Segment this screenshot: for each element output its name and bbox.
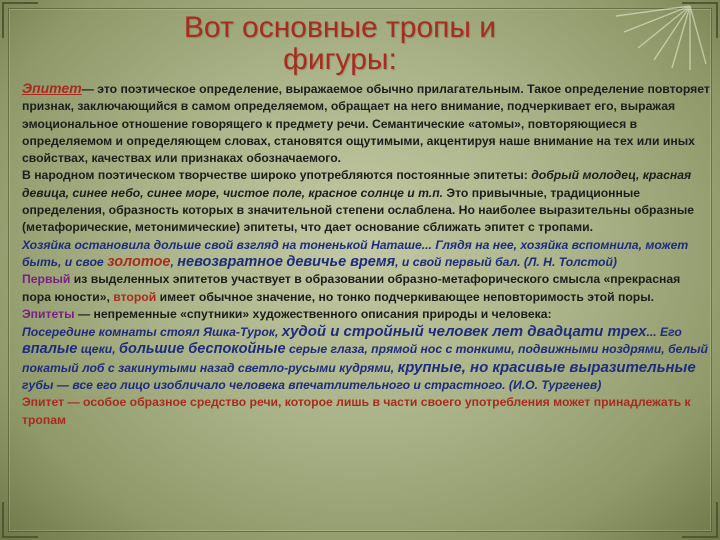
quote2-emph-h: крупные, но красивые выразительные <box>397 358 696 376</box>
word-second: второй <box>113 289 157 304</box>
folk-text-2: Это привычные, традиционные определения, образность которых в значительной степени ослаблена. Но наиболее выразительны образные (метафорические, метонимические) эпитеты, что дает основание сближать эпитет с тропами. <box>22 185 695 235</box>
quote1-text-a: Хозяйка остановила дольше свой взгляд на тоненькой Наташе... Глядя на нее, хозяйка вспомнила, может быть, и свое <box>22 237 689 269</box>
quote-turgenev <box>22 323 712 394</box>
definition-text: — это поэтическое определение, выражаемое обычно прилагательным. Такое определение повторяет признак, заключающийся в самом определяемом, обращает на него внимание, подчеркивает его, выражая эмоциональное отношение говорящего к предмету речи. Семантические «атомы», повторяющиеся в определяемом и определяющем словах, становятся ощутимыми, акцентируя наше внимание на тех или иных свойствах, качествах или признаках обозначаемого. <box>22 82 710 166</box>
paragraph-conclusion: Эпитет — особое образное средство речи, которое лишь в части своего употребления может принадлежать к тропам <box>22 395 691 427</box>
term-epithet: Эпитет <box>22 80 82 96</box>
quote1-text-b: , и свой первый бал. (Л. Н. Толстой) <box>395 254 617 269</box>
quote1-word-golden: золотое <box>107 253 171 270</box>
paragraph-folk-epithets <box>22 167 712 236</box>
page-title <box>140 12 540 76</box>
quote2-text-c: ... Его <box>646 325 682 340</box>
slide-body <box>22 80 712 429</box>
sunburst-decoration <box>594 2 714 74</box>
paragraph-companions <box>22 306 712 323</box>
quote2-text-i: губы — все его лицо изобличало человека впечатлительного и страстного. (И.О. Тургенев) <box>22 378 602 393</box>
paragraph-epithet-definition <box>22 80 712 167</box>
paragraph-analysis <box>22 271 712 306</box>
folk-examples: добрый молодец, красная девица, синее небо, синее море, чистое поле, красное солнце и т.п. <box>22 168 692 200</box>
word-first: Первый <box>22 272 71 287</box>
quote1-word-maiden-time: девичье время <box>286 253 396 270</box>
folk-text: В народном поэтическом творчестве широко употребляются постоянные эпитеты: <box>22 168 528 183</box>
quote2-text-g: серые глаза, прямой нос с тонкими, подвижными ноздрями, белый покатый лоб с закинутыми назад светло-русыми кудрями, <box>22 342 708 375</box>
analysis-text-a: из выделенных эпитетов участвует в образовании образно-метафорического смысла «прекрасная пора юности», <box>22 272 681 304</box>
quote2-text-e: щеки, <box>80 342 116 357</box>
quote1-word-irrevocable: невозвратное <box>177 253 283 270</box>
quote2-text-a: Посередине комнаты стоял Яшка-Турок, <box>22 325 279 340</box>
quote2-emph-f: большие беспокойные <box>119 341 286 358</box>
companions-text: — непременные «спутники» художественного описания природы и человека: <box>77 306 552 321</box>
quote2-emph-d: впалые <box>22 341 78 358</box>
word-epithets: Эпитеты <box>22 306 75 321</box>
quote2-emph-b: худой и стройный человек лет двадцати трех <box>281 323 647 341</box>
title-line-1: Вот основные тропы и <box>183 11 497 44</box>
title-line-2: фигуры: <box>283 43 397 76</box>
quote-tolstoy: Хозяйка остановила дольше свой взгляд на тоненькой Наташе... Глядя на нее, хозяйка вспомнила, может быть, и свое золотое, невозвратное девичье время, и свой первый бал. (Л. Н. Толстой) <box>22 237 689 270</box>
analysis-text-b: имеет обычное значение, но тонко подчеркивающее неповторимость этой поры. <box>159 289 655 304</box>
